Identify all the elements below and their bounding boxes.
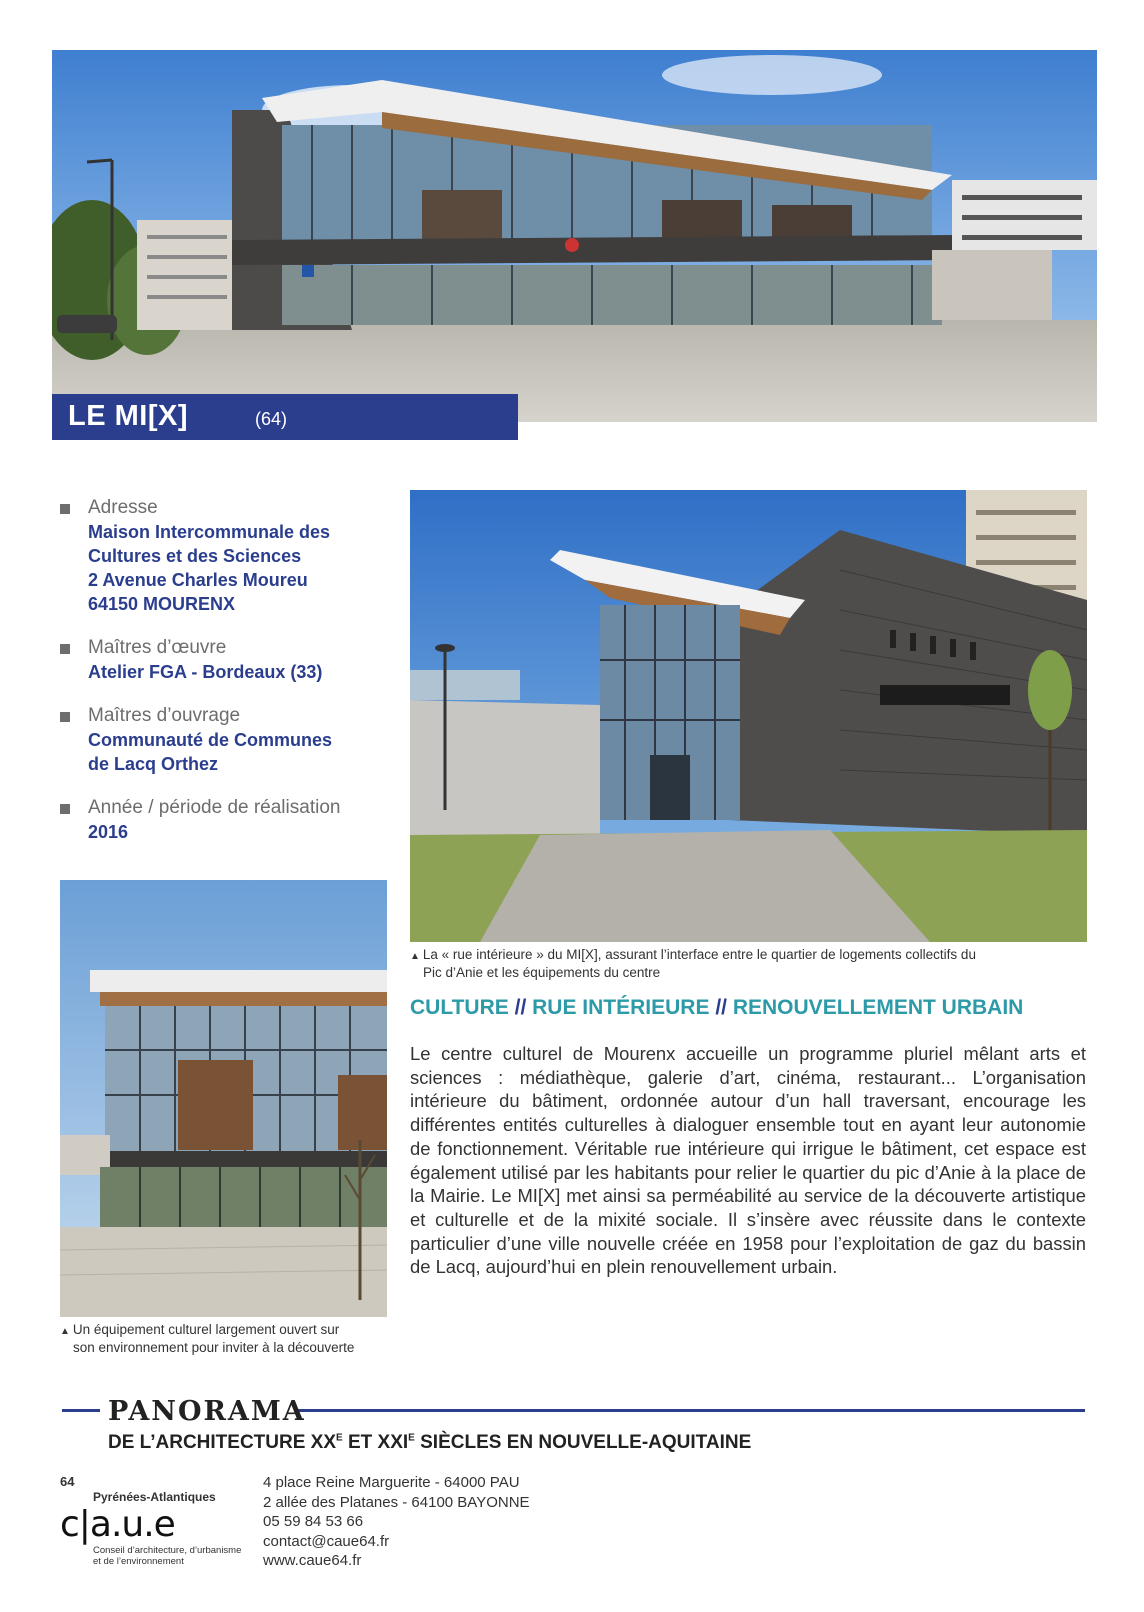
bullet-icon	[60, 712, 70, 722]
info-label: Année / période de réalisation	[88, 797, 341, 818]
info-value: Cultures et des Sciences	[88, 546, 302, 566]
dept-number: (64)	[255, 409, 288, 429]
caue-tagline-line: Conseil d’architecture, d’urbanisme	[93, 1545, 242, 1556]
panorama-title: PANORAMA	[108, 1396, 306, 1427]
separator: //	[715, 996, 727, 1019]
hero-photo	[52, 50, 1097, 422]
caue-department: Pyrénées-Atlantiques	[93, 1490, 216, 1504]
contact-address: 4 place Reine Marguerite - 64000 PAU	[263, 1474, 520, 1491]
bullet-icon	[60, 644, 70, 654]
caption-right	[410, 947, 1060, 981]
keyword: CULTURE	[410, 996, 509, 1019]
subtitle-part: DE L’ARCHITECTURE XX	[108, 1432, 337, 1453]
info-year	[60, 796, 380, 844]
info-label: Maîtres d’ouvrage	[88, 705, 241, 726]
info-architect	[60, 636, 380, 684]
triangle-up-icon: ▲	[410, 951, 420, 962]
info-value: 2016	[88, 822, 129, 842]
info-value: de Lacq Orthez	[88, 754, 219, 774]
bullet-icon	[60, 504, 70, 514]
info-label: Adresse	[88, 497, 158, 518]
caption-left	[60, 1322, 390, 1356]
contact-block	[263, 1473, 530, 1571]
superscript: E	[336, 1432, 343, 1444]
title-bar	[52, 394, 518, 440]
info-value: 2 Avenue Charles Moureu	[88, 570, 308, 590]
caue-number: 64	[60, 1474, 75, 1489]
info-value: 64150 MOURENX	[88, 594, 236, 614]
photo-rue-interieure	[410, 490, 1087, 942]
caue-logo: c|a.u.e	[60, 1504, 175, 1545]
keyword: RUE INTÉRIEURE	[532, 996, 710, 1019]
photo-equipement	[60, 880, 387, 1317]
contact-address: 2 allée des Platanes - 64100 BAYONNE	[263, 1493, 530, 1511]
keyword: RENOUVELLEMENT URBAIN	[732, 996, 1024, 1019]
section-title	[410, 996, 1023, 1020]
info-label: Maîtres d’œuvre	[88, 637, 227, 658]
contact-website[interactable]: www.caue64.fr	[263, 1552, 362, 1569]
subtitle-part: SIÈCLES EN NOUVELLE-AQUITAINE	[414, 1432, 752, 1453]
caption-text: Un équipement culturel largement ouvert sur	[72, 1322, 340, 1337]
contact-phone: 05 59 84 53 66	[263, 1513, 364, 1530]
body-text: Le centre culturel de Mourenx accueille un programme pluriel mêlant arts et sciences : médiathèque, galerie d’art, cinéma, restaurant... L’organisation intérieure du bâtiment, ordonnée autour d’un hall traversant, encourage les différentes entités culturelles à dialoguer ensemble tout en ayant leur autonomie de fonctionnement. Véritable rue intérieure qui irrigue le bâtiment, cet espace est également utilisé par les habitants pour relier le quartier du pic d’Anie à la place de la Mairie. Le MI[X] met ainsi sa perméabilité au service de la découverte artistique et culturelle et de la mixité sociale. Il s’insère avec réussite dans le contexte particulier d’une ville nouvelle créée en 1958 pour l’exploitation de gaz du bassin de Lacq, aujourd’hui en plein renouvellement urbain.	[410, 1043, 1086, 1278]
info-value: Atelier FGA - Bordeaux (33)	[88, 662, 323, 682]
superscript: E	[408, 1432, 415, 1444]
info-list	[60, 496, 380, 864]
caue-tagline-line: et de l’environnement	[93, 1556, 184, 1567]
caption-text: Pic d’Anie et les équipements du centre	[423, 965, 661, 980]
bullet-icon	[60, 804, 70, 814]
divider	[294, 1409, 1085, 1412]
page-title: LE MI[X]	[68, 400, 188, 432]
caption-text: son environnement pour inviter à la découverte	[73, 1340, 355, 1355]
divider	[62, 1409, 100, 1412]
caue-tagline	[93, 1545, 243, 1567]
contact-email[interactable]: contact@caue64.fr	[263, 1532, 390, 1550]
caption-text: La « rue intérieure » du MI[X], assurant l’interface entre le quartier de logements collectifs du	[422, 947, 976, 962]
info-address	[60, 496, 380, 616]
subtitle-part: ET XXI	[342, 1432, 409, 1453]
info-value: Maison Intercommunale des	[88, 522, 331, 542]
panorama-subtitle	[108, 1432, 751, 1454]
triangle-up-icon: ▲	[60, 1326, 70, 1337]
info-owner	[60, 704, 380, 776]
separator: //	[514, 996, 527, 1019]
info-value: Communauté de Communes	[88, 730, 333, 750]
